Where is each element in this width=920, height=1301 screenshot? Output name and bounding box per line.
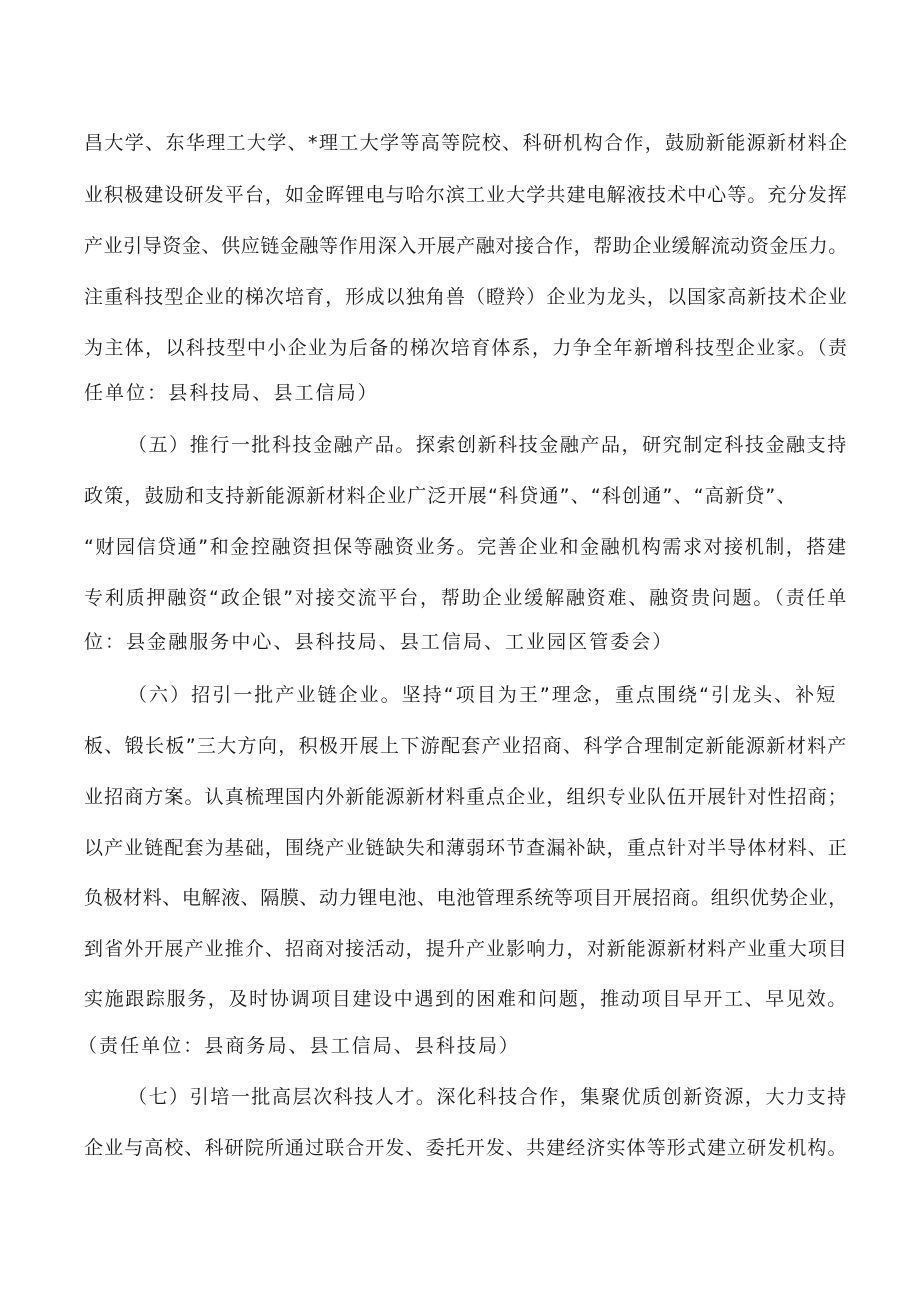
text-line: 负极材料、电解液、隔膜、动力锂电池、电池管理系统等项目开展招商。组织优势企业， xyxy=(84,887,848,909)
text-line: 任单位：县科技局、县工信局） xyxy=(84,382,379,404)
text-line: 实施跟踪服务，及时协调项目建设中遇到的困难和问题，推动项目早开工、早见效。 xyxy=(84,988,848,1010)
text-line: 到省外开展产业推介、招商对接活动，提升产业影响力，对新能源新材料产业重大项目 xyxy=(84,938,848,960)
text-line: 企业与高校、科研院所通过联合开发、委托开发、共建经济实体等形式建立研发机构。 xyxy=(84,1137,848,1159)
section-heading-line: （六）招引一批产业链企业。坚持“项目为王”理念，重点围绕“引龙头、补短 xyxy=(128,684,838,706)
text-line: 业积极建设研发平台，如金晖锂电与哈尔滨工业大学共建电解液技术中心等。充分发挥 xyxy=(84,184,848,206)
text-line: 产业引导资金、供应链金融等作用深入开展产融对接合作，帮助企业缓解流动资金压力。 xyxy=(84,235,848,257)
text-line: 注重科技型企业的梯次培育，形成以独角兽（瞪羚）企业为龙头，以国家高新技术企业 xyxy=(84,286,848,308)
section-heading-line: （七）引培一批高层次科技人才。深化科技合作，集聚优质创新资源，大力支持 xyxy=(128,1086,848,1108)
text-line: 板、锻长板”三大方向，积极开展上下游配套产业招商、科学合理制定新能源新材料产 xyxy=(84,735,848,757)
section-heading-line: （五）推行一批科技金融产品。探索创新科技金融产品，研究制定科技金融支持 xyxy=(128,434,848,456)
text-line: 以产业链配套为基础，围绕产业链缺失和薄弱环节查漏补缺，重点针对半导体材料、正 xyxy=(84,837,848,859)
text-line: 位：县金融服务中心、县科技局、县工信局、工业园区管委会） xyxy=(84,631,674,653)
text-line: 为主体，以科技型中小企业为后备的梯次培育体系，力争全年新增科技型企业家。（责 xyxy=(84,337,849,359)
text-line: “财园信贷通”和金控融资担保等融资业务。完善企业和金融机构需求对接机制，搭建 xyxy=(84,536,848,558)
text-line: 政策，鼓励和支持新能源新材料企业广泛开展“科贷通”、“科创通”、“高新贷”、 xyxy=(84,485,797,507)
text-line: 业招商方案。认真梳理国内外新能源新材料重点企业，组织专业队伍开展针对性招商； xyxy=(84,786,848,808)
text-line: 专利质押融资“政企银”对接交流平台，帮助企业缓解融资难、融资贵问题。（责任单 xyxy=(84,587,849,609)
text-line: 昌大学、东华理工大学、*理工大学等高等院校、科研机构合作，鼓励新能源新材料企 xyxy=(84,132,849,154)
text-line: （责任单位：县商务局、县工信局、县科技局） xyxy=(78,1035,521,1057)
